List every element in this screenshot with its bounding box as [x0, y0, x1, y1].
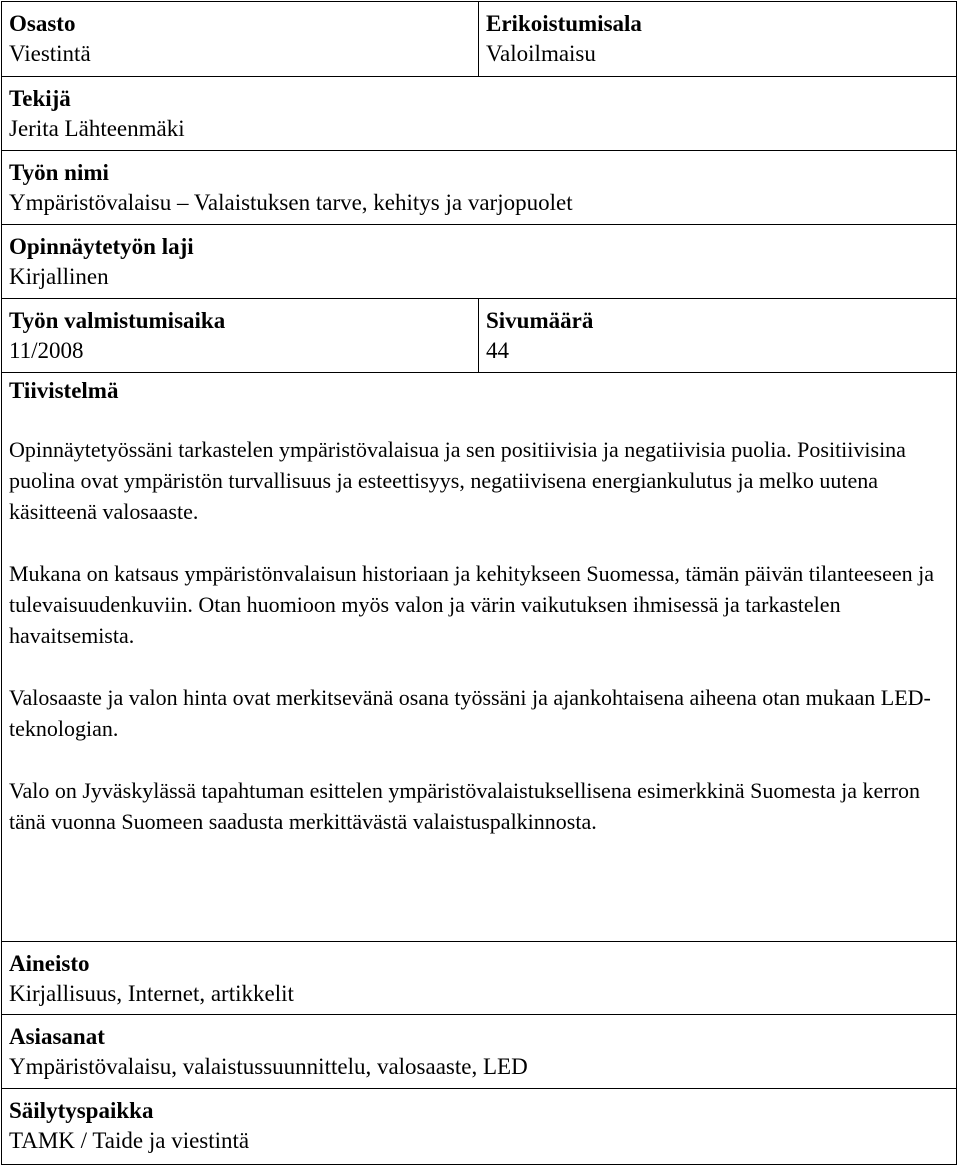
work-title-label: Työn nimi	[9, 160, 109, 185]
specialization-label: Erikoistumisala	[486, 11, 642, 36]
work-title-cell	[2, 151, 956, 224]
material-label: Aineisto	[9, 951, 90, 976]
keywords-row	[2, 1014, 956, 1088]
thesis-abstract-form	[1, 1, 957, 1165]
abstract-cell	[2, 373, 956, 941]
thesis-type-cell	[2, 225, 956, 298]
work-title-value: Ympäristövalaisu – Valaistuksen tarve, kehitys ja varjopuolet	[9, 190, 573, 215]
specialization-value: Valoilmaisu	[486, 41, 596, 66]
page-count-cell	[479, 299, 956, 372]
department-value: Viestintä	[9, 41, 91, 66]
completion-cell	[2, 299, 479, 372]
material-value: Kirjallisuus, Internet, artikkelit	[9, 981, 294, 1006]
completion-value: 11/2008	[9, 338, 84, 363]
abstract-paragraph: Opinnäytetyössäni tarkastelen ympäristövalaisua ja sen positiivisia ja negatiivisia puolia. Positiivisina puolina ovat ympäristön turvallisuus ja esteettisyys, negatiivisena energiankulutus ja melko uutena käsitteenä valosaaste.	[9, 437, 906, 524]
abstract-paragraph: Mukana on katsaus ympäristönvalaisun historiaan ja kehitykseen Suomessa, tämän päivän tilanteeseen ja tulevaisuudenkuviin. Otan huomioon myös valon ja värin vaikutuksen ihmisessä ja tarkastelen havaitsemista.	[9, 561, 934, 648]
page-count-label: Sivumäärä	[486, 308, 594, 333]
author-value: Jerita Lähteenmäki	[9, 116, 185, 141]
thesis-type-label: Opinnäytetyön laji	[9, 234, 194, 259]
storage-cell	[2, 1089, 956, 1164]
material-cell	[2, 942, 956, 1014]
thesis-type-value: Kirjallinen	[9, 264, 109, 289]
material-row	[2, 941, 956, 1014]
department-row	[2, 1, 956, 76]
work-title-row	[2, 150, 956, 224]
keywords-value: Ympäristövalaisu, valaistussuunnittelu, valosaaste, LED	[9, 1054, 528, 1079]
author-row	[2, 76, 956, 150]
completion-row	[2, 298, 956, 372]
storage-row	[2, 1088, 956, 1164]
completion-label: Työn valmistumisaika	[9, 308, 226, 333]
thesis-type-row	[2, 224, 956, 298]
specialization-cell	[479, 2, 956, 76]
author-label: Tekijä	[9, 86, 71, 111]
storage-label: Säilytyspaikka	[9, 1098, 154, 1123]
department-cell	[2, 2, 479, 76]
storage-value: TAMK / Taide ja viestintä	[9, 1128, 250, 1153]
author-cell	[2, 77, 956, 150]
abstract-heading: Tiivistelmä	[9, 378, 119, 403]
abstract-paragraph: Valo on Jyväskylässä tapahtuman esittelen ympäristövalaistuksellisena esimerkkinä Suomesta ja kerron tänä vuonna Suomeen saadusta merkittävästä valaistuspalkinnosta.	[9, 778, 920, 834]
department-label: Osasto	[9, 11, 76, 36]
keywords-label: Asiasanat	[9, 1024, 105, 1049]
keywords-cell	[2, 1015, 956, 1088]
page-count-value: 44	[486, 338, 509, 363]
abstract-row	[2, 372, 956, 941]
abstract-paragraph: Valosaaste ja valon hinta ovat merkitsevänä osana työssäni ja ajankohtaisena aiheena otan mukaan LED-teknologian.	[9, 685, 931, 741]
